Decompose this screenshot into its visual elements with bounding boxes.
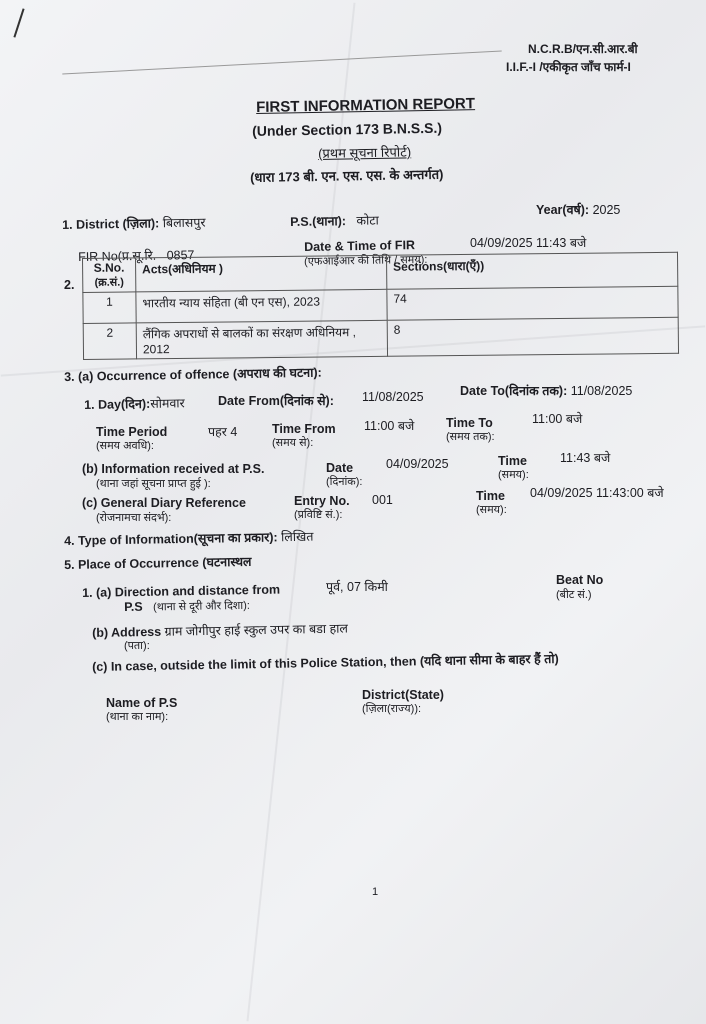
fir-datetime-value: 04/09/2025 11:43 बजे xyxy=(470,236,587,250)
subtitle-hi: (धारा 173 बी. एन. एस. एस. के अन्तर्गत) xyxy=(250,166,444,185)
gd-time-value: 04/09/2025 11:43:00 बजे xyxy=(530,486,664,500)
info-received-label: (b) Information received at P.S. xyxy=(82,462,265,476)
time-from-label: Time From xyxy=(272,422,336,436)
info-date-value: 04/09/2025 xyxy=(386,457,449,471)
info-time-label: Time xyxy=(498,454,527,468)
page-number: 1 xyxy=(372,886,379,898)
time-from-sublabel: (समय से): xyxy=(272,437,314,449)
beat-no-sublabel: (बीट सं.) xyxy=(556,589,592,601)
fir-datetime-label: Date & Time of FIR xyxy=(304,238,416,254)
gd-reference-sublabel: (रोजनामचा संदर्भ): xyxy=(96,512,172,524)
time-to-label: Time To xyxy=(446,416,493,430)
table-row: 2 लैंगिक अपराधों से बालकों का संरक्षण अधिनियम , 2012 8 xyxy=(83,317,678,359)
section-2-number: 2. xyxy=(64,278,75,292)
ps-name-label: Name of P.S xyxy=(106,696,178,710)
date-from-label: Date From(दिनांक से): xyxy=(218,394,334,408)
col-sections: Sections(धारा(एँ)) xyxy=(386,252,677,289)
header-code-2: I.I.F.-I /एकीकृत जाँच फार्म-I xyxy=(506,60,631,74)
gd-time-label: Time xyxy=(476,489,505,503)
time-period-value: पहर 4 xyxy=(208,425,238,439)
time-from-value: 11:00 बजे xyxy=(364,419,415,433)
address-sublabel: (पता): xyxy=(124,640,150,652)
outside-limit-label: (c) In case, outside the limit of this Police Station, then (यदि थाना सीमा के बाहर हैं तो) xyxy=(92,651,559,674)
info-time-value: 11:43 बजे xyxy=(560,451,611,465)
entry-no-value: 001 xyxy=(372,493,393,507)
district-field: 1. District (ज़िला): बिलासपुर xyxy=(62,215,206,232)
section-5-heading: 5. Place of Occurrence (घटनास्थल xyxy=(64,554,252,572)
fir-datetime-sublabel: (एफआईआर की तिथि / समय): xyxy=(304,253,428,268)
address-field: (b) Address ग्राम जोगीपुर हाई स्कुल उपर का बडा हाल xyxy=(92,621,349,640)
ps-field: P.S.(थाना): कोटा xyxy=(290,213,379,229)
info-received-sublabel: (थाना जहां सूचना प्राप्त हुई ): xyxy=(96,478,211,490)
day-field: 1. Day(दिन):सोमवार xyxy=(84,396,185,412)
header-code-1: N.C.R.B/एन.सी.आर.बी xyxy=(528,42,638,56)
entry-no-sublabel: (प्रविष्टि सं.): xyxy=(294,509,343,521)
direction-sublabel: P.S (थाना से दूरी और दिशा): xyxy=(124,599,251,614)
gd-time-sublabel: (समय): xyxy=(476,504,507,516)
section-3a-heading: 3. (a) Occurrence of offence (अपराध की घटना): xyxy=(64,365,322,384)
beat-no-label: Beat No xyxy=(556,573,604,587)
time-period-sublabel: (समय अवधि): xyxy=(96,440,154,452)
time-period-label: Time Period xyxy=(96,425,168,439)
info-date-label: Date xyxy=(326,461,354,475)
title-hi: (प्रथम सूचना रिपोर्ट) xyxy=(318,144,412,161)
date-to-field: Date To(दिनांक तक): 11/08/2025 xyxy=(460,384,633,398)
acts-table xyxy=(82,252,679,360)
col-sno: S.No. (क्र.सं.) xyxy=(83,258,136,293)
info-date-sublabel: (दिनांक): xyxy=(326,476,363,488)
ps-name-sublabel: (थाना का नाम): xyxy=(106,711,169,723)
time-to-sublabel: (समय तक): xyxy=(446,431,495,443)
district-state-label: District(State) xyxy=(362,688,444,702)
info-time-sublabel: (समय): xyxy=(498,469,529,481)
direction-value: पूर्व, 07 किमी xyxy=(326,580,388,594)
subtitle-en: (Under Section 173 B.N.S.S.) xyxy=(251,119,443,139)
title-en: FIRST INFORMATION REPORT xyxy=(255,95,476,116)
table-row: 1 भारतीय न्याय संहिता (बी एन एस), 2023 74 xyxy=(83,286,678,323)
date-from-value: 11/08/2025 xyxy=(362,390,424,404)
time-to-value: 11:00 बजे xyxy=(532,412,583,426)
entry-no-label: Entry No. xyxy=(294,494,350,508)
district-state-sublabel: (ज़िला(राज्य)): xyxy=(362,703,422,715)
gd-reference-label: (c) General Diary Reference xyxy=(82,496,246,510)
direction-label: 1. (a) Direction and distance from xyxy=(82,582,281,600)
year-field: Year(वर्ष): 2025 xyxy=(536,203,621,217)
pen-mark xyxy=(13,8,24,37)
info-type-field: 4. Type of Information(सूचना का प्रकार): लिखित xyxy=(64,529,314,548)
col-acts: Acts(अधिनियम ) xyxy=(136,255,387,292)
header-rule xyxy=(62,50,501,74)
fir-no-field: FIR No(प्र.सू.रि. 0857 xyxy=(78,247,195,264)
